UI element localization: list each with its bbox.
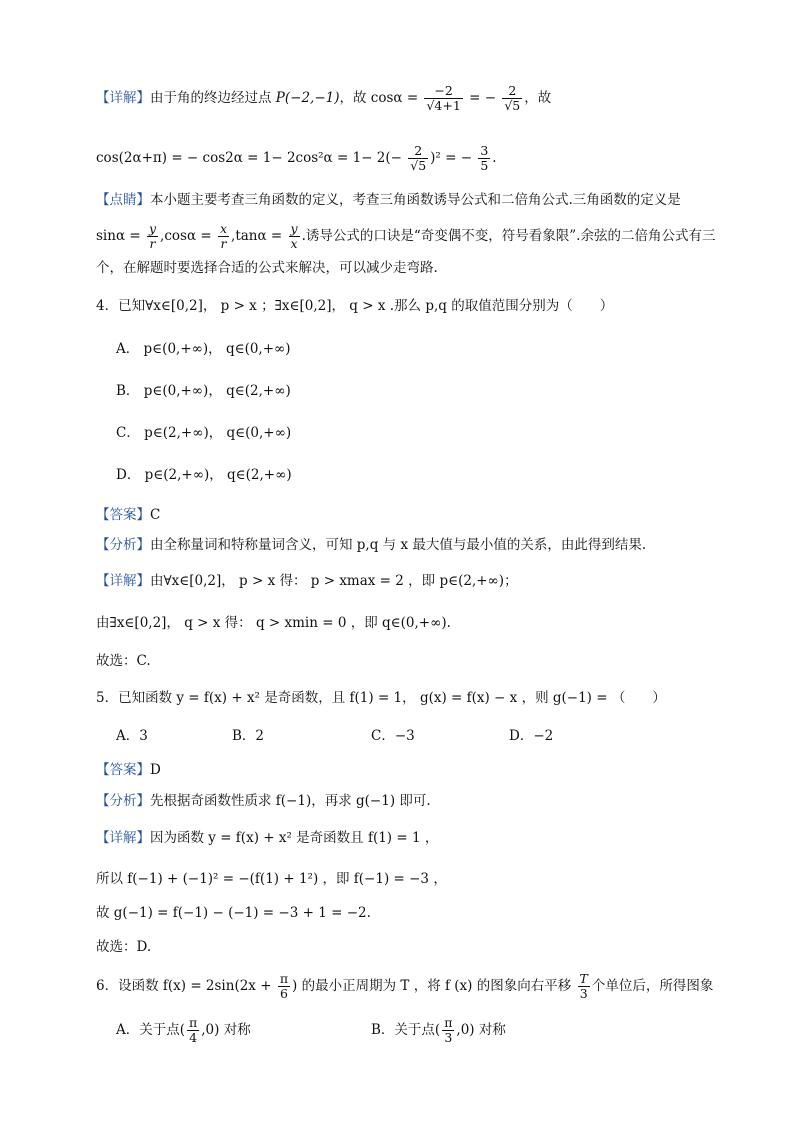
denominator: √5: [410, 158, 427, 173]
answer-value: D: [150, 762, 161, 778]
insight-line-2: [96, 222, 715, 251]
denominator: 6: [279, 986, 288, 1001]
cos-alpha: ，故 cosα =: [339, 90, 419, 106]
fraction: [442, 1016, 454, 1045]
detail-text: 因为函数 y = f(x) + x² 是奇函数且 f(1) = 1 ，: [150, 830, 439, 846]
question-text: ) 的最小正周期为 T ，将 f (x) 的图象向右平移: [292, 978, 572, 994]
formula: ,tanα =: [231, 228, 283, 244]
insight-tag: 【点睛】: [96, 192, 150, 208]
formula: ,cosα =: [160, 228, 212, 244]
q5-option-d: D．−2: [509, 728, 554, 744]
fraction: [289, 222, 300, 251]
numerator: y: [148, 221, 157, 236]
detail-tag: 【详解】: [96, 90, 150, 106]
option-text: ,0) 对称: [201, 1022, 251, 1038]
insight-line-3: [96, 258, 438, 278]
denominator: √5: [504, 98, 521, 113]
q3-detail-line-2: [96, 144, 497, 173]
fraction: [278, 972, 290, 1001]
numerator: 2: [502, 84, 522, 99]
denominator: r: [220, 236, 227, 251]
numerator: T: [579, 971, 588, 986]
insight-text: 本小题主要考查三角函数的定义，考查三角函数诱导公式和二倍角公式.三角函数的定义是: [150, 192, 681, 208]
numerator: x: [219, 221, 228, 236]
q4-option-b: B． p∈(0,+∞)， q∈(2,+∞): [116, 383, 291, 399]
detail-text: 由于角的终边经过点: [150, 90, 272, 106]
denominator: 4: [189, 1030, 198, 1045]
q6-option-a: [116, 1016, 251, 1045]
answer-tag: 【答案】: [96, 762, 150, 778]
analysis-text: 先根据奇函数性质求 f(−1)，再求 g(−1) 即可.: [150, 793, 431, 809]
point-p: P(−2,−1): [275, 90, 340, 106]
fraction: [147, 222, 158, 251]
analysis-tag: 【分析】: [96, 537, 150, 553]
question-text: 个单位后，所得图象: [591, 978, 714, 994]
fraction: [218, 222, 229, 251]
analysis-tag: 【分析】: [96, 793, 150, 809]
detail-text: 由∀x∈[0,2]， p > x 得： p > xmax = 2 ，即 p∈(2,+∞)；: [150, 573, 518, 589]
analysis-text: 由全称量词和特称量词含义，可知 p,q 与 x 最大值与最小值的关系，由此得到结果.: [150, 537, 647, 553]
question-4: 4．已知∀x∈[0,2]， p > x ；∃x∈[0,2]， q > x .那么 p,q 的取值范围分别为（ ）: [96, 298, 614, 314]
q5-analysis: [96, 791, 431, 811]
insight-text: .诱导公式的口诀是“奇变偶不变，符号看象限”.余弦的二倍角公式有三: [301, 228, 716, 244]
equals: = −: [469, 90, 497, 106]
insight-text: 个，在解题时要选择合适的公式来解决，可以减少走弯路.: [96, 260, 438, 276]
detail-tag: 【详解】: [96, 830, 150, 846]
formula: .: [492, 150, 497, 166]
q5-answer: [96, 760, 161, 780]
numerator: 2: [408, 144, 428, 159]
q5-option-b: B．2: [232, 728, 265, 744]
q4-option-a: A． p∈(0,+∞)， q∈(0,+∞): [116, 341, 291, 357]
q4-detail-2: 由∃x∈[0,2]， q > x 得： q > xmin = 0 ，即 q∈(0,+∞).: [96, 615, 451, 631]
denominator: 5: [480, 158, 489, 173]
q4-analysis: [96, 535, 646, 555]
q5-detail-3: 故 g(−1) = f(−1) − (−1) = −3 + 1 = −2.: [96, 905, 371, 921]
formula: sinα =: [96, 228, 141, 244]
q5-detail-2: 所以 f(−1) + (−1)² = −(f(1) + 1²) ，即 f(−1) = −3 ，: [96, 871, 447, 887]
numerator: y: [290, 221, 298, 236]
q5-detail-1: [96, 828, 438, 848]
option-text: ,0) 对称: [456, 1022, 506, 1038]
fraction: [424, 84, 462, 113]
insight-line-1: [96, 190, 681, 210]
numerator: π: [279, 971, 289, 986]
answer-tag: 【答案】: [96, 507, 150, 523]
denominator: √4+1: [426, 98, 461, 113]
denominator: 3: [579, 986, 588, 1001]
question-5: 5．已知函数 y = f(x) + x² 是奇函数，且 f(1) = 1， g(x) = f(x) − x ，则 g(−1) = （ ）: [96, 690, 666, 706]
formula: )² = −: [430, 150, 473, 166]
option-text: A．关于点(: [116, 1022, 186, 1038]
q4-answer: [96, 505, 160, 525]
q5-conclusion: 故选：D.: [96, 939, 152, 955]
q5-option-a: A．3: [116, 728, 148, 744]
q3-detail-line-1: [96, 84, 551, 113]
numerator: π: [189, 1015, 198, 1030]
denominator: 3: [444, 1030, 453, 1045]
detail-text-end: ，故: [524, 90, 552, 106]
question-text: 6．设函数 f(x) = 2sin(2x +: [96, 978, 272, 994]
fraction: [478, 144, 490, 173]
q5-option-c: C．−3: [371, 728, 415, 744]
fraction: [502, 84, 522, 113]
q4-detail-1: [96, 571, 518, 591]
fraction: [578, 972, 590, 1001]
answer-value: C: [150, 507, 161, 523]
q4-conclusion: 故选：C.: [96, 653, 151, 669]
denominator: x: [290, 236, 298, 251]
numerator: π: [444, 1015, 453, 1030]
q4-option-c: C． p∈(2,+∞)， q∈(0,+∞): [116, 425, 292, 441]
denominator: r: [149, 236, 156, 251]
option-text: B．关于点(: [371, 1022, 441, 1038]
fraction: [187, 1016, 199, 1045]
numerator: 3: [480, 143, 489, 158]
detail-tag: 【详解】: [96, 573, 150, 589]
numerator: −2: [424, 84, 462, 99]
q4-option-d: D． p∈(2,+∞)， q∈(2,+∞): [116, 467, 292, 483]
question-6: [96, 972, 713, 1001]
fraction: [408, 144, 428, 173]
q6-option-b: [371, 1016, 506, 1045]
formula: cos(2α+π) = − cos2α = 1− 2cos²α = 1− 2(−: [96, 150, 402, 166]
